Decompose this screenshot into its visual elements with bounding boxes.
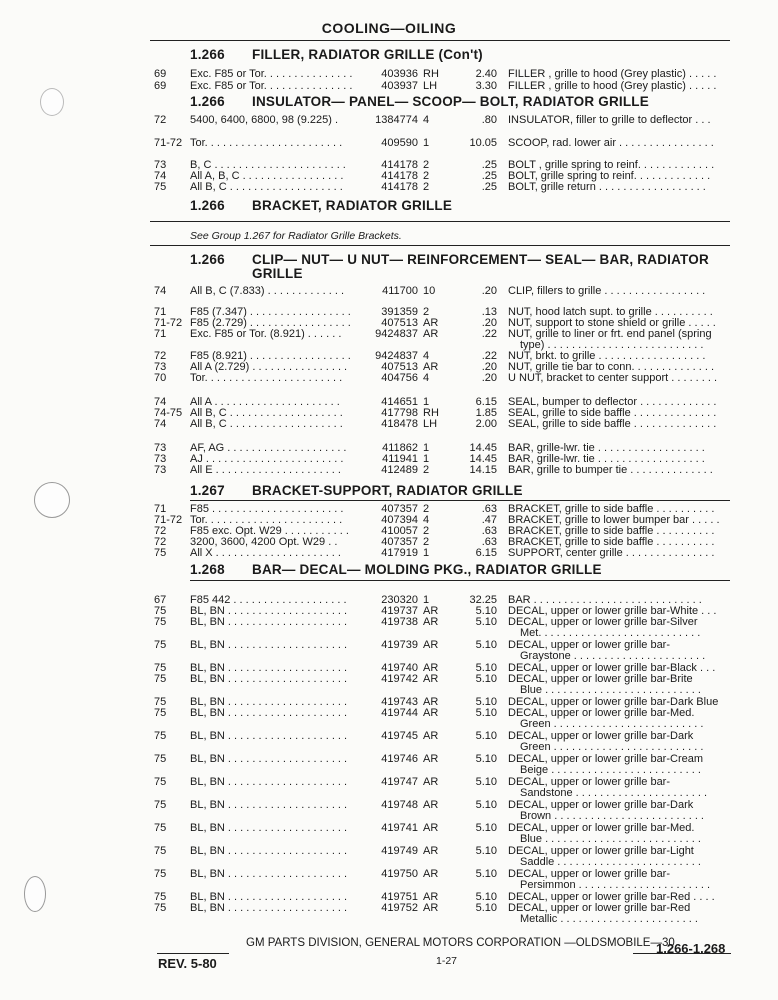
part-row: 75 BL, BN . . . . . . . . . . . . . . . . . . . . 419746 AR 5.10 DECAL, upper or lower grille bar-Cream: [154, 753, 704, 765]
footer-rule-left: [157, 953, 229, 954]
section-rule: [150, 221, 730, 222]
part-row: 67 F85 442 . . . . . . . . . . . . . . . . . . . 230320 1 32.25 BAR . . . . . . . . . . . . . . . . . . . . . . . . . . . .: [154, 594, 702, 606]
part-row: 75 All X . . . . . . . . . . . . . . . . . . . . . 417919 1 6.15 SUPPORT, center grille . . . . . . . . . . . . . . .: [154, 547, 715, 559]
desc-continuation: type) . . . . . . . . . . . . . . . . . . . . . . . . . .: [520, 339, 704, 351]
section-heading: 1.266 CLIP— NUT— U NUT— REINFORCEMENT— SEAL— BAR, RADIATOR: [190, 252, 709, 267]
part-row: 71 F85 . . . . . . . . . . . . . . . . . . . . . . 407357 2 .63 BRACKET, grille to side baffle . . . . . . . . . .: [154, 503, 715, 515]
group-note: See Group 1.267 for Radiator Grille Brackets.: [190, 230, 402, 242]
desc-continuation: Green . . . . . . . . . . . . . . . . . . . . . . . . .: [520, 718, 704, 730]
part-row: 75 BL, BN . . . . . . . . . . . . . . . . . . . . 419751 AR 5.10 DECAL, upper or lower grille bar-Red . . . .: [154, 891, 715, 903]
page-number: 1-27: [436, 955, 458, 967]
part-row: 75 BL, BN . . . . . . . . . . . . . . . . . . . . 419738 AR 5.10 DECAL, upper or lower grille bar-Silver: [154, 616, 698, 628]
section-rule: [190, 580, 730, 581]
section-heading: 1.267 BRACKET-SUPPORT, RADIATOR GRILLE: [190, 483, 523, 498]
part-row: 74-75 All B, C . . . . . . . . . . . . . . . . . . . 417798 RH 1.85 SEAL, grille to side baffle . . . . . . . . . . . . . .: [154, 407, 717, 419]
part-row: 74 All B, C . . . . . . . . . . . . . . . . . . . 418478 LH 2.00 SEAL, grille to side baffle . . . . . . . . . . . . . .: [154, 418, 717, 430]
part-row: 71-72 F85 (2.729) . . . . . . . . . . . . . . . . . 407513 AR .20 NUT, support to stone shield or grille . . . . .: [154, 317, 716, 329]
section-heading-cont: GRILLE: [252, 266, 303, 281]
desc-continuation: Metallic . . . . . . . . . . . . . . . . . . . . . . .: [520, 913, 698, 925]
desc-continuation: Persimmon . . . . . . . . . . . . . . . . . . . . . .: [520, 879, 711, 891]
part-row: 75 BL, BN . . . . . . . . . . . . . . . . . . . . 419739 AR 5.10 DECAL, upper or lower grille bar-: [154, 639, 671, 651]
part-row: 70 Tor. . . . . . . . . . . . . . . . . . . . . . . 404756 4 .20 U NUT, bracket to center support . . . . . . . .: [154, 372, 718, 384]
part-row: 73 AF, AG . . . . . . . . . . . . . . . . . . . . 411862 1 14.45 BAR, grille-lwr. tie . . . . . . . . . . . . . . . . . .: [154, 442, 705, 454]
section-heading: 1.266 INSULATOR— PANEL— SCOOP— BOLT, RADIATOR GRILLE: [190, 94, 649, 109]
part-row: 74 All A . . . . . . . . . . . . . . . . . . . . . 414651 1 6.15 SEAL, bumper to deflector . . . . . . . . . . . . .: [154, 396, 717, 408]
header-rule: [150, 40, 730, 41]
part-row: 72 F85 (8.921) . . . . . . . . . . . . . . . . . 9424837 4 .22 NUT, brkt. to grille . . . . . . . . . . . . . . . . . .: [154, 350, 706, 362]
part-row: 75 BL, BN . . . . . . . . . . . . . . . . . . . . 419741 AR 5.10 DECAL, upper or lower grille bar-Med.: [154, 822, 695, 834]
footer-corporation: GM PARTS DIVISION, GENERAL MOTORS CORPORATION —OLDSMOBILE—30: [246, 937, 675, 949]
part-row: 69 Exc. F85 or Tor. . . . . . . . . . . . . . . 403937 LH 3.30 FILLER , grille to hood (Grey plastic) . . . . .: [154, 80, 717, 92]
desc-continuation: Brown . . . . . . . . . . . . . . . . . . . . . . . . .: [520, 810, 704, 822]
part-row: 75 BL, BN . . . . . . . . . . . . . . . . . . . . 419752 AR 5.10 DECAL, upper or lower grille bar-Red: [154, 902, 691, 914]
punch-hole: [34, 482, 70, 518]
part-row: 75 BL, BN . . . . . . . . . . . . . . . . . . . . 419743 AR 5.10 DECAL, upper or lower grille bar-Dark Blue: [154, 696, 719, 708]
part-row: 73 All E . . . . . . . . . . . . . . . . . . . . . 412489 2 14.15 BAR, grille to bumper tie . . . . . . . . . . . . . .: [154, 464, 713, 476]
part-row: 71 F85 (7.347) . . . . . . . . . . . . . . . . . 391359 2 .13 NUT, hood latch supt. to grille . . . . . . . . . .: [154, 306, 713, 318]
group-range: 1.266-1.268: [656, 941, 726, 956]
desc-continuation: Green . . . . . . . . . . . . . . . . . . . . . . . . .: [520, 741, 704, 753]
part-row: 75 BL, BN . . . . . . . . . . . . . . . . . . . . 419737 AR 5.10 DECAL, upper or lower grille bar-White . . .: [154, 605, 717, 617]
part-row: 75 BL, BN . . . . . . . . . . . . . . . . . . . . 419747 AR 5.10 DECAL, upper or lower grille bar-: [154, 776, 671, 788]
section-heading: 1.266 BRACKET, RADIATOR GRILLE: [190, 198, 453, 213]
part-row: 73 B, C . . . . . . . . . . . . . . . . . . . . . . 414178 2 .25 BOLT , grille spring to reinf. . . . . . . . . . . . .: [154, 159, 715, 171]
part-row: 72 5400, 6400, 6800, 98 (9.225) . 1384774 4 .80 INSULATOR, filler to grille to deflector . . .: [154, 114, 711, 126]
part-row: 74 All B, C (7.833) . . . . . . . . . . . . . 411700 10 .20 CLIP, fillers to grille . . . . . . . . . . . . . . . . .: [154, 285, 706, 297]
punch-hole: [40, 88, 64, 116]
part-row: 75 All B, C . . . . . . . . . . . . . . . . . . . 414178 2 .25 BOLT, grille return . . . . . . . . . . . . . . . . . .: [154, 181, 706, 193]
part-row: 75 BL, BN . . . . . . . . . . . . . . . . . . . . 419749 AR 5.10 DECAL, upper or lower grille bar-Light: [154, 845, 694, 857]
part-row: 75 BL, BN . . . . . . . . . . . . . . . . . . . . 419740 AR 5.10 DECAL, upper or lower grille bar-Black . . .: [154, 662, 716, 674]
part-row: 73 All A (2.729) . . . . . . . . . . . . . . . . 407513 AR .20 NUT, grille tie bar to conn. . . . . . . . . . . . . .: [154, 361, 715, 373]
part-row: 75 BL, BN . . . . . . . . . . . . . . . . . . . . 419748 AR 5.10 DECAL, upper or lower grille bar-Dark: [154, 799, 694, 811]
desc-continuation: Beige . . . . . . . . . . . . . . . . . . . . . . . . .: [520, 764, 701, 776]
section-rule: [190, 500, 730, 501]
part-row: 69 Exc. F85 or Tor. . . . . . . . . . . . . . . 403936 RH 2.40 FILLER , grille to hood (Grey plastic) . . . . .: [154, 68, 717, 80]
part-row: 71-72 Tor. . . . . . . . . . . . . . . . . . . . . . . 409590 1 10.05 SCOOP, rad. lower air . . . . . . . . . . . . . . . .: [154, 137, 714, 149]
part-row: 75 BL, BN . . . . . . . . . . . . . . . . . . . . 419744 AR 5.10 DECAL, upper or lower grille bar-Med.: [154, 707, 695, 719]
desc-continuation: Blue . . . . . . . . . . . . . . . . . . . . . . . . . .: [520, 833, 701, 845]
desc-continuation: Met. . . . . . . . . . . . . . . . . . . . . . . . . . .: [520, 627, 701, 639]
section-rule: [150, 245, 730, 246]
part-row: 72 3200, 3600, 4200 Opt. W29 . . 407357 2 .63 BRACKET, grille to side baffle . . . . . . . . . .: [154, 536, 715, 548]
section-heading: 1.268 BAR— DECAL— MOLDING PKG., RADIATOR GRILLE: [190, 562, 602, 577]
revision-label: REV. 5-80: [158, 956, 217, 971]
part-row: 73 AJ . . . . . . . . . . . . . . . . . . . . . . . 411941 1 14.45 BAR, grille-lwr. tie . . . . . . . . . . . . . . . . . .: [154, 453, 705, 465]
part-row: 72 F85 exc. Opt. W29 . . . . . . . . . . . 410057 2 .63 BRACKET, grille to side baffle . . . . . . . . . .: [154, 525, 715, 537]
part-row: 71 Exc. F85 or Tor. (8.921) . . . . . . 9424837 AR .22 NUT, grille to liner or frt. end panel (spring: [154, 328, 712, 340]
desc-continuation: Sandstone . . . . . . . . . . . . . . . . . . . . . .: [520, 787, 708, 799]
section-heading: 1.266 FILLER, RADIATOR GRILLE (Con't): [190, 47, 483, 62]
part-row: 75 BL, BN . . . . . . . . . . . . . . . . . . . . 419742 AR 5.10 DECAL, upper or lower grille bar-Brite: [154, 673, 693, 685]
part-row: 75 BL, BN . . . . . . . . . . . . . . . . . . . . 419745 AR 5.10 DECAL, upper or lower grille bar-Dark: [154, 730, 694, 742]
punch-hole: [24, 876, 46, 912]
part-row: 75 BL, BN . . . . . . . . . . . . . . . . . . . . 419750 AR 5.10 DECAL, upper or lower grille bar-: [154, 868, 671, 880]
part-row: 71-72 Tor. . . . . . . . . . . . . . . . . . . . . . . 407394 4 .47 BRACKET, grille to lower bumper bar . . . . .: [154, 514, 720, 526]
desc-continuation: Blue . . . . . . . . . . . . . . . . . . . . . . . . . .: [520, 684, 701, 696]
page-title: COOLING—OILING: [321, 20, 457, 36]
desc-continuation: Graystone . . . . . . . . . . . . . . . . . . . . . .: [520, 650, 706, 662]
desc-continuation: Saddle . . . . . . . . . . . . . . . . . . . . . . . .: [520, 856, 701, 868]
part-row: 74 All A, B, C . . . . . . . . . . . . . . . . . 414178 2 .25 BOLT, grille spring to reinf. . . . . . . . . . . . .: [154, 170, 711, 182]
